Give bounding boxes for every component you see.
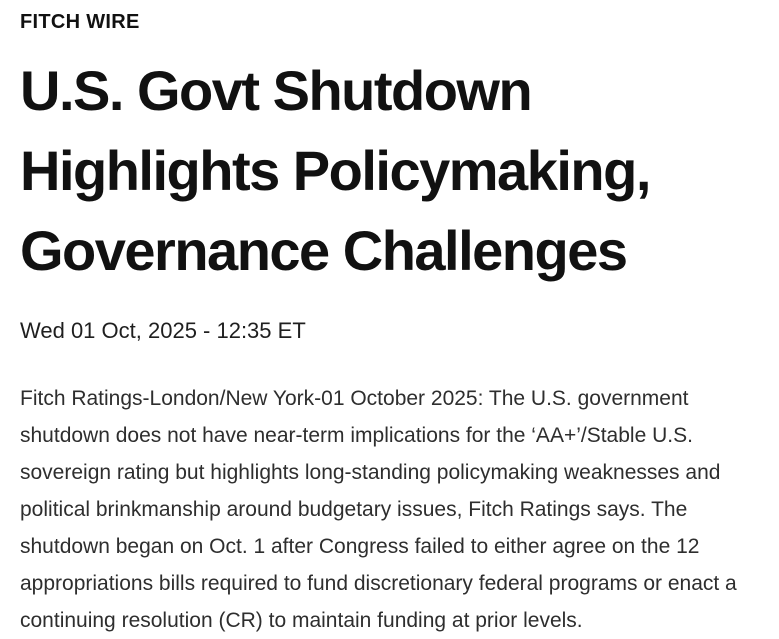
fitch-wire-eyebrow-link[interactable]: FITCH WIRE (20, 11, 140, 33)
article-headline: U.S. Govt Shutdown Highlights Policymaking, Governance Challenges (20, 59, 650, 282)
article-body-paragraph: Fitch Ratings-London/New York-01 October 2025: The U.S. government shutdown does not have near-term implications for the ‘AA+’/Stable U.S. sovereign rating but highlights long-standing policymaking weaknesses and political brinkmanship around budgetary issues, Fitch Ratings says. The shutdown began on Oct. 1 after Congress failed to either agree on the 12 appropriations bills required to fund discretionary federal programs or enact a continuing resolution (CR) to maintain funding at prior levels. (20, 387, 737, 632)
article-date: Wed 01 Oct, 2025 - 12:35 ET (20, 318, 306, 343)
